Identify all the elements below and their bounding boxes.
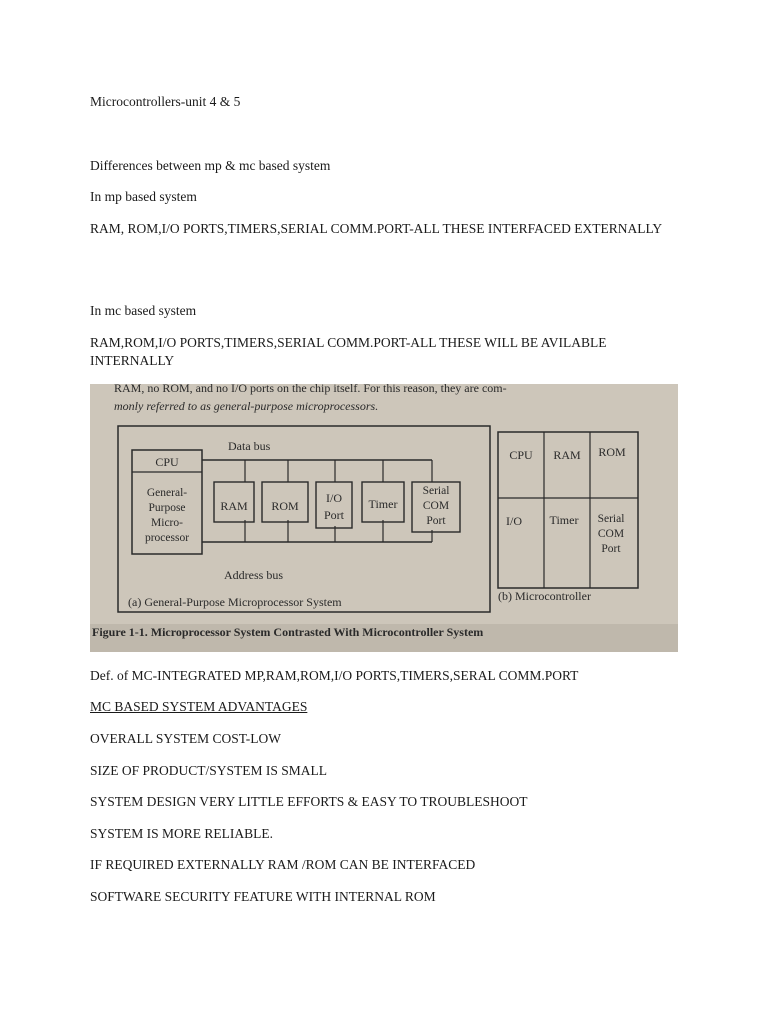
mc-serial-label-1: Serial [597, 513, 625, 525]
figure-caption: Figure 1-1. Microprocessor System Contrasted With Microcontroller System [92, 625, 484, 639]
cpu-label: CPU [155, 455, 179, 469]
ram-label: RAM [220, 499, 248, 513]
data-bus-label: Data bus [228, 439, 271, 453]
io-label: I/O [326, 491, 342, 505]
mc-rom-label: ROM [598, 445, 626, 459]
document-title: Microcontrollers-unit 4 & 5 [90, 94, 241, 109]
gp-label-2: Purpose [148, 502, 186, 514]
figure-top-text-1: RAM, no ROM, and no I/O ports on the chip itself. For this reason, they are com- [114, 384, 507, 395]
io-port-label: Port [323, 508, 345, 522]
advantage-item: SYSTEM IS MORE RELIABLE. [90, 826, 274, 841]
mc-io-label: I/O [506, 514, 522, 528]
figure-top-text-2: monly referred to as general-purpose microprocessors. [114, 399, 379, 413]
caption-a: (a) General-Purpose Microprocessor System [128, 595, 342, 609]
serial-label-3: Port [426, 515, 446, 527]
rom-label: ROM [271, 499, 299, 513]
mp-heading: In mp based system [90, 189, 197, 204]
advantage-item: OVERALL SYSTEM COST-LOW [90, 731, 282, 746]
mc-heading: In mc based system [90, 303, 197, 318]
gp-label-3: Micro- [151, 517, 183, 529]
address-bus-label: Address bus [224, 568, 283, 582]
advantage-item: SIZE OF PRODUCT/SYSTEM IS SMALL [90, 763, 328, 778]
figure-photo [90, 384, 678, 652]
mc-text: RAM,ROM,I/O PORTS,TIMERS,SERIAL COMM.PORT-ALL THESE WILL BE AVILABLE INTERNALLY [90, 335, 607, 368]
timer-label: Timer [368, 497, 398, 511]
mc-serial-label-2: COM [597, 528, 625, 540]
mc-timer-label: Timer [549, 513, 579, 527]
advantage-item: SOFTWARE SECURITY FEATURE WITH INTERNAL ROM [90, 889, 436, 904]
advantage-item: IF REQUIRED EXTERNALLY RAM /ROM CAN BE INTERFACED [90, 857, 476, 872]
mp-text: RAM, ROM,I/O PORTS,TIMERS,SERIAL COMM.PORT-ALL THESE INTERFACED EXTERNALLY [90, 221, 663, 236]
mc-ram-label: RAM [553, 448, 581, 462]
advantage-item: SYSTEM DESIGN VERY LITTLE EFFORTS & EASY TO TROUBLESHOOT [90, 794, 528, 809]
mc-serial-label-3: Port [601, 543, 621, 555]
serial-label-1: Serial [422, 485, 450, 497]
mc-definition: Def. of MC-INTEGRATED MP,RAM,ROM,I/O PORTS,TIMERS,SERAL COMM.PORT [90, 668, 579, 683]
gp-label-4: processor [144, 532, 190, 544]
serial-label-2: COM [422, 500, 450, 512]
gp-label-1: General- [146, 487, 188, 499]
figure-diagram [90, 384, 678, 652]
mc-cpu-label: CPU [509, 448, 533, 462]
advantages-heading: MC BASED SYSTEM ADVANTAGES [90, 699, 308, 714]
caption-b: (b) Microcontroller [498, 589, 591, 603]
differences-heading: Differences between mp & mc based system [90, 158, 331, 173]
